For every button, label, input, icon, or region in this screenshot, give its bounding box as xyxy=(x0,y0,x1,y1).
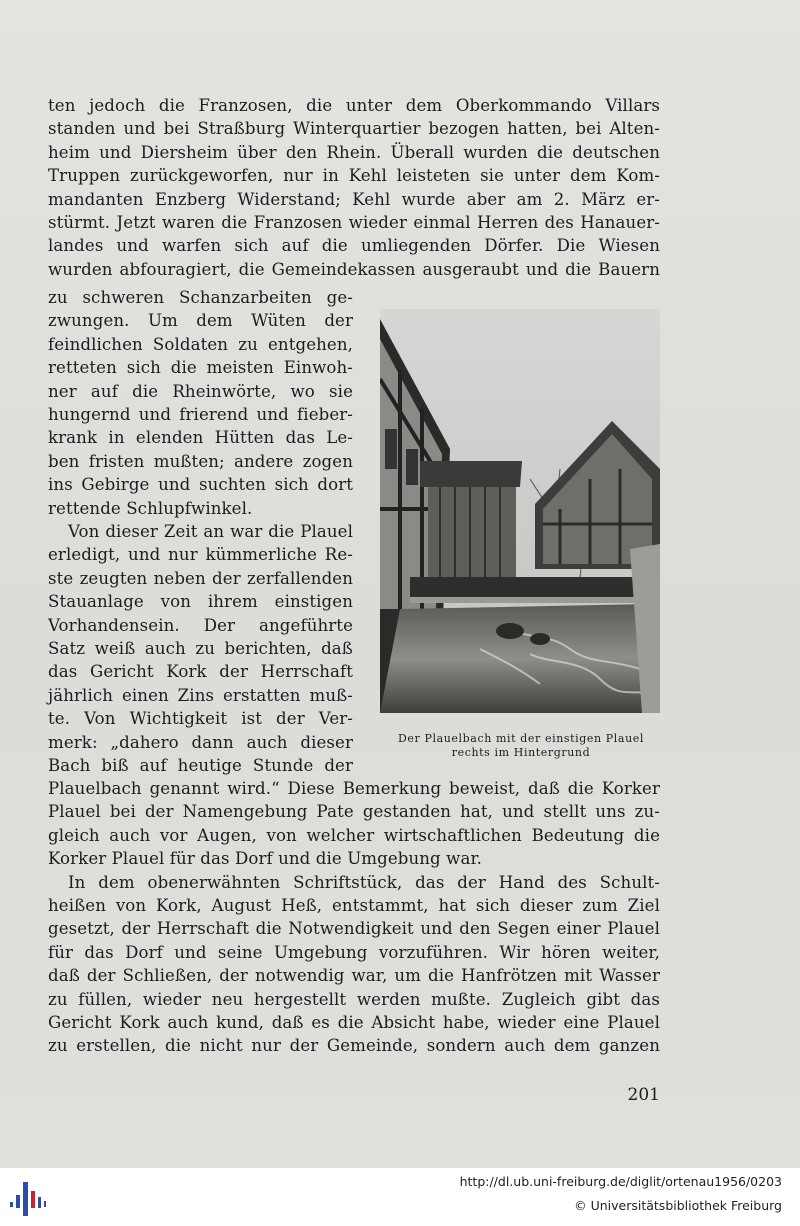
text-line: ben fristen mußten; andere zogen xyxy=(48,451,353,471)
text-line: hungernd und frierend und fieber- xyxy=(48,405,353,424)
text-line: Satz weiß auch zu berichten, daß xyxy=(48,639,353,658)
text-line: ins Gebirge und suchten sich dort xyxy=(48,475,353,495)
text-line: zu erstellen, die nicht nur der Gemeinde, sondern auch dem ganzen xyxy=(48,1036,660,1056)
text-line: In dem obenerwähnten Schriftstück, das der Hand des Schult- xyxy=(68,872,660,892)
text-line: Plauelbach genannt wird.“ Diese Bemerkung beweist, daß die Korker xyxy=(48,779,660,798)
text-line: heim und Diersheim über den Rhein. Überall wurden die deutschen xyxy=(48,142,660,162)
text-line: standen und bei Straßburg Winterquartier bezogen hatten, bei Alten- xyxy=(48,119,660,139)
text-line: Korker Plauel für das Dorf und die Umgebung war. xyxy=(48,849,483,869)
text-line: ste zeugten neben der zerfallenden xyxy=(48,568,353,588)
text-line: Plauel bei der Namengebung Pate gestanden hat, und stellt uns zu- xyxy=(48,802,660,822)
text-line: zu schweren Schanzarbeiten ge- xyxy=(48,288,353,307)
text-line: daß der Schließen, der notwendig war, um die Hanfrötzen mit Wasser xyxy=(48,966,660,986)
text-line: wurden abfouragiert, die Gemeindekassen ausgeraubt und die Bauern xyxy=(48,259,660,279)
text-line: gleich auch vor Augen, von welcher wirtschaftlichen Bedeutung die xyxy=(48,825,660,845)
text-line: jährlich einen Zins erstatten muß- xyxy=(48,685,353,705)
text-line: zu füllen, wieder neu hergestellt werden mußte. Zugleich gibt das xyxy=(48,989,660,1009)
text-line: das Gericht Kork der Herrschaft xyxy=(48,662,353,682)
text-line: Stauanlage von ihrem einstigen xyxy=(48,592,353,612)
text-line: mandanten Enzberg Widerstand; Kehl wurde aber am 2. März er- xyxy=(48,189,660,209)
page-number: 201 xyxy=(627,1085,660,1105)
text-line: erledigt, und nur kümmerliche Re- xyxy=(48,545,353,565)
text-line: gesetzt, der Herrschaft die Notwendigkeit und den Segen einer Plauel xyxy=(48,919,660,939)
text-line: heißen von Kork, August Heß, entstammt, hat sich dieser zum Ziel xyxy=(48,896,660,915)
photo-plauelbach xyxy=(380,309,660,713)
text-line: te. Von Wichtigkeit ist der Ver- xyxy=(48,709,353,729)
text-line: feindlichen Soldaten zu entgehen, xyxy=(48,334,353,354)
text-line: landes und warfen sich auf die umliegenden Dörfer. Die Wiesen xyxy=(48,236,660,256)
copyright-notice: © Universitätsbibliothek Freiburg xyxy=(574,1198,782,1213)
text-line: für das Dorf und seine Umgebung vorzuführen. Wir hören weiter, xyxy=(48,942,660,962)
text-line: stürmt. Jetzt waren die Franzosen wieder einmal Herren des Hanauer- xyxy=(48,213,660,232)
photo-caption-line-1: Der Plauelbach mit der einstigen Plauel xyxy=(397,732,644,745)
text-line: retteten sich die meisten Einwoh- xyxy=(48,358,353,378)
photo-caption-line-2: rechts im Hintergrund xyxy=(451,746,591,759)
text-line: Gericht Kork auch kund, daß es die Absicht habe, wieder eine Plauel xyxy=(48,1013,660,1032)
library-footer xyxy=(0,1168,800,1226)
text-line: merk: „dahero dann auch dieser xyxy=(48,732,353,752)
university-library-logo-icon xyxy=(10,1178,50,1218)
text-line: Vorhandensein. Der angeführte xyxy=(48,615,353,635)
text-line: zwungen. Um dem Wüten der xyxy=(48,311,353,331)
text-line: krank in elenden Hütten das Le- xyxy=(48,428,353,448)
text-line: ner auf die Rheinwörte, wo sie xyxy=(48,381,353,401)
source-url-link[interactable]: http://dl.ub.uni-freiburg.de/diglit/ortenau1956/0203 xyxy=(459,1174,782,1189)
text-line: ten jedoch die Franzosen, die unter dem Oberkommando Villars xyxy=(48,96,660,115)
text-line: Von dieser Zeit an war die Plauel xyxy=(68,522,353,541)
text-line: rettende Schlupfwinkel. xyxy=(48,498,253,518)
text-line: Truppen zurückgeworfen, nur in Kehl leisteten sie unter dem Kom- xyxy=(48,166,660,186)
text-line: Bach biß auf heutige Stunde der xyxy=(48,756,353,775)
